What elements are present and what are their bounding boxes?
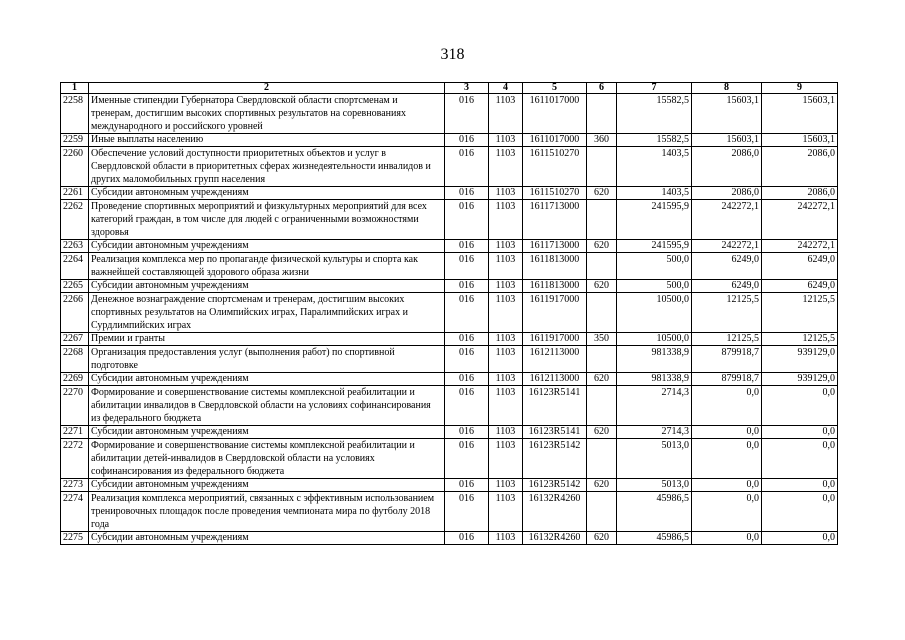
amount-year-1: 5013,0 [617,479,692,492]
target-article-code: 1611713000 [523,240,587,253]
ministry-code: 016 [445,293,489,333]
target-article-code: 1611813000 [523,253,587,280]
target-article-code: 1611713000 [523,200,587,240]
target-article-code: 1611917000 [523,293,587,333]
row-number: 2265 [61,280,89,293]
row-number: 2267 [61,333,89,346]
amount-year-3: 0,0 [762,532,838,545]
ministry-code: 016 [445,253,489,280]
row-number: 2273 [61,479,89,492]
ministry-code: 016 [445,333,489,346]
section-code: 1103 [489,134,523,147]
row-name: Именные стипендии Губернатора Свердловской области спортсменам и тренерам, достигшим высоких спортивных результатов на соревнованиях международного и российского уровней [89,94,445,134]
section-code: 1103 [489,479,523,492]
amount-year-1: 10500,0 [617,333,692,346]
amount-year-3: 0,0 [762,426,838,439]
expense-type-code [587,386,617,426]
section-code: 1103 [489,200,523,240]
amount-year-2: 6249,0 [692,280,762,293]
amount-year-3: 6249,0 [762,253,838,280]
amount-year-1: 981338,9 [617,373,692,386]
amount-year-1: 981338,9 [617,346,692,373]
expense-type-code: 350 [587,333,617,346]
section-code: 1103 [489,492,523,532]
ministry-code: 016 [445,439,489,479]
amount-year-2: 242272,1 [692,200,762,240]
row-number: 2269 [61,373,89,386]
section-code: 1103 [489,386,523,426]
row-name: Организация предоставления услуг (выполнения работ) по спортивной подготовке [89,346,445,373]
amount-year-2: 6249,0 [692,253,762,280]
amount-year-1: 5013,0 [617,439,692,479]
amount-year-2: 12125,5 [692,293,762,333]
amount-year-1: 1403,5 [617,147,692,187]
budget-table [60,82,838,545]
row-number: 2266 [61,293,89,333]
table-row [61,333,838,346]
row-name: Денежное вознаграждение спортсменам и тренерам, достигшим высоких спортивных результатов на Олимпийских играх, Паралимпийских играх и Сурдлимпийских играх [89,293,445,333]
expense-type-code [587,492,617,532]
amount-year-3: 2086,0 [762,147,838,187]
row-name: Субсидии автономным учреждениям [89,280,445,293]
ministry-code: 016 [445,240,489,253]
amount-year-2: 0,0 [692,439,762,479]
table-row [61,373,838,386]
expense-type-code [587,147,617,187]
table-row [61,492,838,532]
ministry-code: 016 [445,492,489,532]
row-number: 2261 [61,187,89,200]
section-code: 1103 [489,240,523,253]
amount-year-1: 1403,5 [617,187,692,200]
table-row [61,187,838,200]
row-number: 2271 [61,426,89,439]
table-header-row [61,83,838,94]
ministry-code: 016 [445,280,489,293]
ministry-code: 016 [445,187,489,200]
expense-type-code [587,439,617,479]
row-number: 2270 [61,386,89,426]
target-article-code: 16132R4260 [523,532,587,545]
section-code: 1103 [489,253,523,280]
expense-type-code: 620 [587,426,617,439]
expense-type-code [587,200,617,240]
amount-year-3: 0,0 [762,439,838,479]
expense-type-code [587,346,617,373]
target-article-code: 1611017000 [523,134,587,147]
amount-year-3: 939129,0 [762,373,838,386]
amount-year-3: 0,0 [762,492,838,532]
amount-year-2: 15603,1 [692,134,762,147]
expense-type-code [587,94,617,134]
target-article-code: 1611510270 [523,187,587,200]
row-name: Формирование и совершенствование системы комплексной реабилитации и абилитации детей-инвалидов в Свердловской области на условиях софинансирования из федерального бюджета [89,439,445,479]
amount-year-2: 12125,5 [692,333,762,346]
amount-year-3: 12125,5 [762,333,838,346]
amount-year-3: 15603,1 [762,94,838,134]
section-code: 1103 [489,373,523,386]
column-header: 4 [489,83,523,94]
row-name: Субсидии автономным учреждениям [89,373,445,386]
section-code: 1103 [489,280,523,293]
target-article-code: 1611510270 [523,147,587,187]
target-article-code: 1612113000 [523,346,587,373]
amount-year-2: 0,0 [692,479,762,492]
row-name: Формирование и совершенствование системы комплексной реабилитации и абилитации инвалидов в Свердловской области на условиях софинансирования из федерального бюджета [89,386,445,426]
amount-year-1: 500,0 [617,280,692,293]
ministry-code: 016 [445,200,489,240]
table-row [61,253,838,280]
target-article-code: 16123R5141 [523,386,587,426]
ministry-code: 016 [445,134,489,147]
section-code: 1103 [489,94,523,134]
target-article-code: 16123R5142 [523,439,587,479]
row-number: 2268 [61,346,89,373]
table-row [61,479,838,492]
table-row [61,346,838,373]
column-header: 2 [89,83,445,94]
row-number: 2260 [61,147,89,187]
amount-year-3: 242272,1 [762,240,838,253]
row-name: Проведение спортивных мероприятий и физкультурных мероприятий для всех категорий граждан, в том числе для людей с ограниченными возможностями здоровья [89,200,445,240]
amount-year-3: 0,0 [762,479,838,492]
expense-type-code [587,253,617,280]
target-article-code: 1611813000 [523,280,587,293]
page-number: 318 [440,46,465,63]
target-article-code: 16123R5141 [523,426,587,439]
amount-year-3: 15603,1 [762,134,838,147]
ministry-code: 016 [445,346,489,373]
row-name: Премии и гранты [89,333,445,346]
amount-year-1: 15582,5 [617,134,692,147]
section-code: 1103 [489,333,523,346]
ministry-code: 016 [445,532,489,545]
amount-year-3: 939129,0 [762,346,838,373]
amount-year-1: 500,0 [617,253,692,280]
section-code: 1103 [489,439,523,479]
column-header: 5 [523,83,587,94]
column-header: 9 [762,83,838,94]
amount-year-2: 879918,7 [692,346,762,373]
amount-year-2: 2086,0 [692,147,762,187]
amount-year-3: 12125,5 [762,293,838,333]
amount-year-2: 2086,0 [692,187,762,200]
row-number: 2263 [61,240,89,253]
section-code: 1103 [489,532,523,545]
row-name: Субсидии автономным учреждениям [89,426,445,439]
table-row [61,134,838,147]
ministry-code: 016 [445,94,489,134]
column-header: 6 [587,83,617,94]
amount-year-2: 0,0 [692,492,762,532]
expense-type-code: 360 [587,134,617,147]
table-body [61,94,838,545]
ministry-code: 016 [445,373,489,386]
target-article-code: 16132R4260 [523,492,587,532]
section-code: 1103 [489,346,523,373]
amount-year-3: 6249,0 [762,280,838,293]
table-row [61,147,838,187]
amount-year-2: 0,0 [692,386,762,426]
target-article-code: 16123R5142 [523,479,587,492]
table-row [61,532,838,545]
row-number: 2272 [61,439,89,479]
table-row [61,426,838,439]
amount-year-2: 0,0 [692,426,762,439]
amount-year-1: 241595,9 [617,240,692,253]
ministry-code: 016 [445,426,489,439]
row-number: 2258 [61,94,89,134]
row-number: 2274 [61,492,89,532]
column-header: 1 [61,83,89,94]
amount-year-1: 241595,9 [617,200,692,240]
expense-type-code: 620 [587,373,617,386]
ministry-code: 016 [445,386,489,426]
amount-year-1: 45986,5 [617,532,692,545]
expense-type-code: 620 [587,240,617,253]
amount-year-2: 879918,7 [692,373,762,386]
ministry-code: 016 [445,147,489,187]
row-name: Реализация комплекса мероприятий, связанных с эффективным использованием тренировочных площадок после проведения чемпионата мира по футболу 2018 года [89,492,445,532]
row-name: Реализация комплекса мер по пропаганде физической культуры и спорта как важнейшей составляющей здорового образа жизни [89,253,445,280]
table-row [61,200,838,240]
row-name: Субсидии автономным учреждениям [89,532,445,545]
row-name: Субсидии автономным учреждениям [89,240,445,253]
row-name: Иные выплаты населению [89,134,445,147]
target-article-code: 1611017000 [523,94,587,134]
row-number: 2259 [61,134,89,147]
table-row [61,280,838,293]
column-header: 8 [692,83,762,94]
expense-type-code: 620 [587,187,617,200]
amount-year-2: 0,0 [692,532,762,545]
row-number: 2264 [61,253,89,280]
expense-type-code [587,293,617,333]
expense-type-code: 620 [587,532,617,545]
amount-year-1: 10500,0 [617,293,692,333]
table-row [61,439,838,479]
row-name: Обеспечение условий доступности приоритетных объектов и услуг в Свердловской области в приоритетных сферах жизнедеятельности инвалидов и других маломобильных групп населения [89,147,445,187]
amount-year-2: 242272,1 [692,240,762,253]
section-code: 1103 [489,147,523,187]
section-code: 1103 [489,187,523,200]
amount-year-1: 2714,3 [617,426,692,439]
section-code: 1103 [489,293,523,333]
row-name: Субсидии автономным учреждениям [89,479,445,492]
row-name: Субсидии автономным учреждениям [89,187,445,200]
target-article-code: 1611917000 [523,333,587,346]
row-number: 2275 [61,532,89,545]
table-row [61,94,838,134]
table-row [61,240,838,253]
amount-year-1: 45986,5 [617,492,692,532]
expense-type-code: 620 [587,479,617,492]
table-row [61,293,838,333]
amount-year-1: 15582,5 [617,94,692,134]
section-code: 1103 [489,426,523,439]
column-header: 3 [445,83,489,94]
amount-year-2: 15603,1 [692,94,762,134]
amount-year-3: 0,0 [762,386,838,426]
table-row [61,386,838,426]
amount-year-3: 242272,1 [762,200,838,240]
amount-year-3: 2086,0 [762,187,838,200]
ministry-code: 016 [445,479,489,492]
amount-year-1: 2714,3 [617,386,692,426]
expense-type-code: 620 [587,280,617,293]
row-number: 2262 [61,200,89,240]
target-article-code: 1612113000 [523,373,587,386]
column-header: 7 [617,83,692,94]
